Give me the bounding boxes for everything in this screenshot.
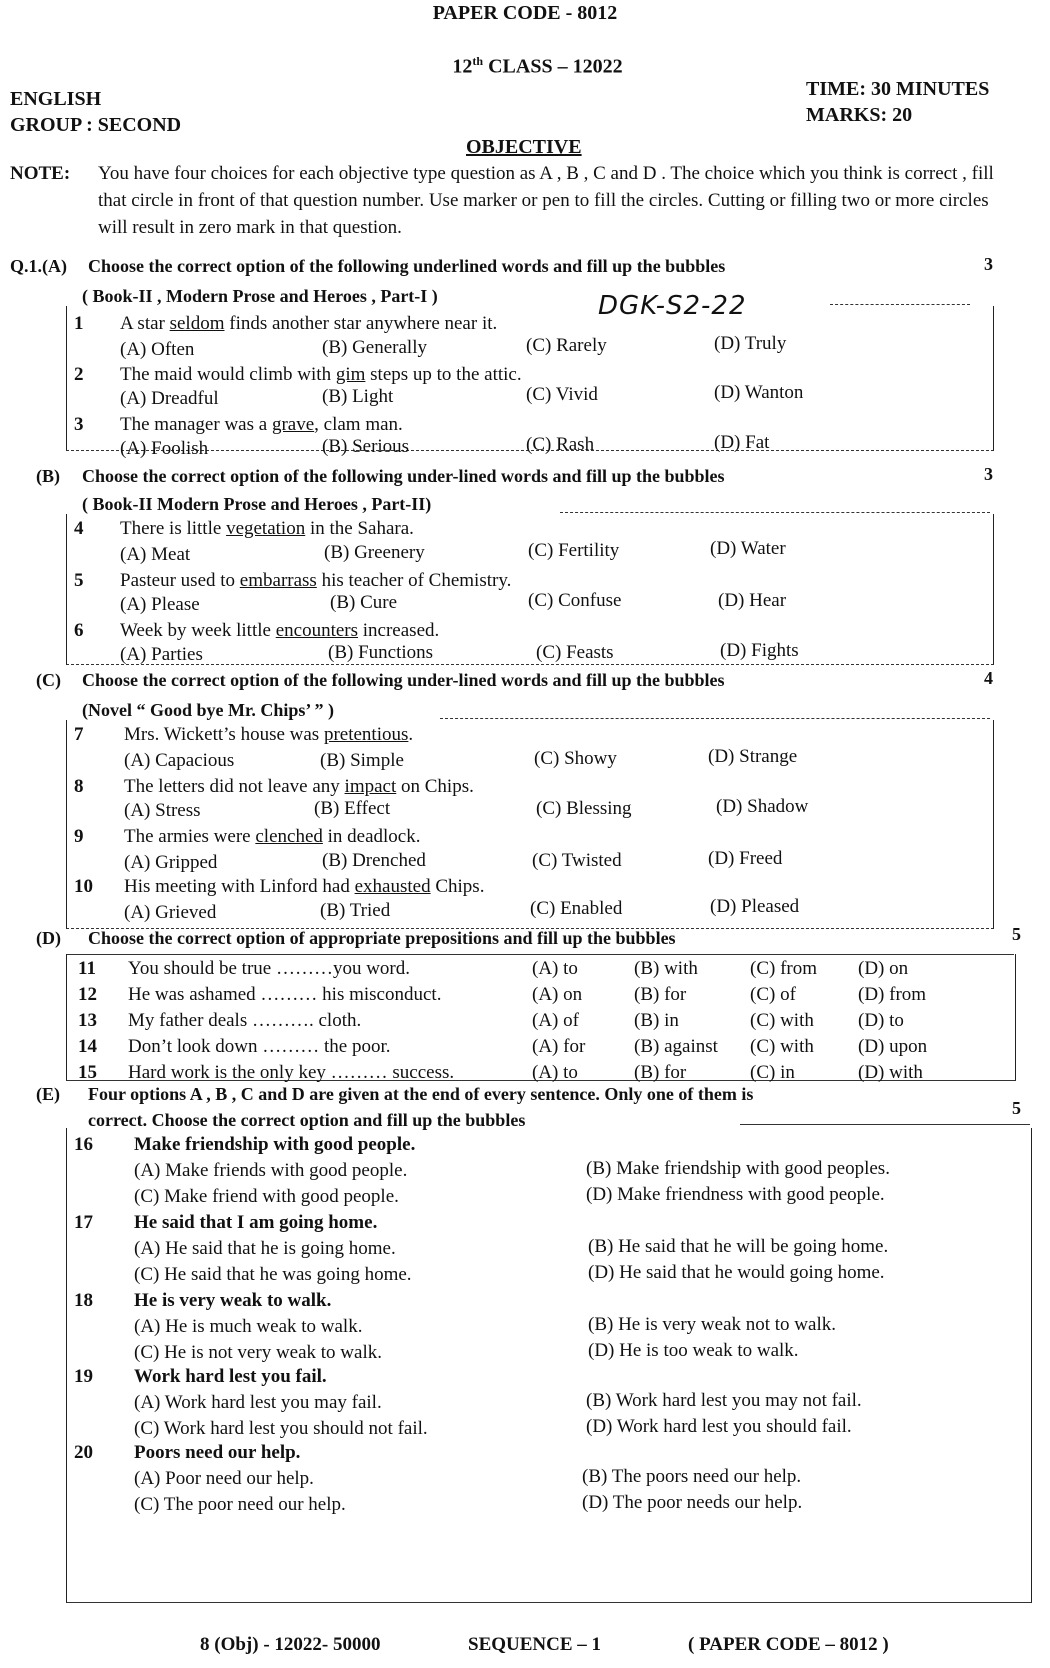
question-stem: Don’t look down ……… the poor. [128,1036,391,1057]
question-2 [74,364,974,414]
option-b[interactable]: (B) for [634,1062,687,1083]
question-stem: He was ashamed ……… his misconduct. [128,984,442,1005]
option-a[interactable]: (A) Please [120,594,200,615]
question-5 [74,570,974,620]
option-b[interactable]: (B) He is very weak not to walk. [588,1314,836,1335]
option-c[interactable]: (C) with [750,1010,814,1031]
section-d-letter: (D) [36,928,61,948]
option-a[interactable]: (A) He said that he is going home. [134,1238,396,1259]
option-a[interactable]: (A) Gripped [124,852,218,873]
option-d[interactable]: (D) Hear [718,590,787,611]
option-a[interactable]: (A) for [532,1036,586,1057]
stem-pre: A star [120,313,170,334]
stem-post: increased. [358,620,440,641]
subject-block [10,86,181,138]
footer-paper-code: ( PAPER CODE – 8012 ) [688,1634,889,1655]
class-line [0,54,1050,79]
stem-pre: The letters did not leave any [124,776,345,797]
stem-post: steps up to the attic. [365,364,522,385]
paper-code: PAPER CODE - 8012 [432,2,618,24]
option-c[interactable]: (C) Showy [534,748,617,769]
stem-post: finds another star anywhere near it. [224,313,498,334]
underlined-word: encounters [275,620,359,641]
option-d[interactable]: (D) The poor needs our help. [582,1492,803,1513]
question-number: 10 [74,876,93,897]
option-a[interactable]: (A) Dreadful [120,388,219,409]
note-text: You have four choices for each objective type question as A , B , C and D . The choice which you think is correct , fill that circle in front of that question number. Use marker or pen to fill the circles. Cutting or filling two or more circles will result in zero mark in that question. [98,163,994,238]
stem-post: on Chips. [396,776,474,797]
question-stem [124,776,474,798]
option-c[interactable]: (C) Confuse [528,590,622,611]
option-c[interactable]: (C) Vivid [526,384,598,405]
question-stem: Poors need our help. [134,1442,301,1463]
section-c-rule [440,718,990,719]
option-d[interactable]: (D) He said that he would going home. [588,1262,885,1283]
subject-title: ENGLISH [10,88,102,110]
underlined-word: grave [271,414,315,435]
option-a[interactable]: (A) Meat [120,544,191,565]
class-number: 12 [452,55,473,78]
option-a[interactable]: (A) Grieved [124,902,217,923]
question-4 [74,518,974,568]
option-a[interactable]: (A) Parties [120,644,203,665]
option-b[interactable]: (B) with [634,958,698,979]
question-17 [74,1212,1024,1288]
class-suffix: th [472,54,484,68]
option-a[interactable]: (A) to [532,958,578,979]
table-row [66,1010,970,1036]
question-20 [74,1442,1024,1518]
option-d[interactable]: (D) Truly [714,333,787,354]
section-b-text: Choose the correct option of the following under-lined words and fill up the bubbles [82,466,725,486]
objective-title: OBJECTIVE [466,136,582,158]
option-d[interactable]: (D) on [858,958,909,979]
option-a[interactable]: (A) Foolish [120,438,209,459]
question-number: 8 [74,776,84,797]
question-stem: He is very weak to walk. [134,1290,332,1311]
section-e-marks: 5 [1012,1098,1021,1118]
option-b[interactable]: (B) The poors need our help. [582,1466,802,1487]
stem-post: . [408,724,414,745]
option-d[interactable]: (D) Fat [714,432,770,453]
option-d[interactable]: (D) Freed [708,848,783,869]
option-c[interactable]: (C) Make friend with good people. [134,1186,399,1207]
option-b[interactable]: (B) for [634,984,687,1005]
table-row [66,1036,970,1062]
stem-pre: The armies were [124,826,256,847]
question-number: 11 [78,958,96,979]
question-number: 7 [74,724,84,745]
group-label: GROUP : SECOND [10,114,182,136]
option-b[interactable]: (B) Tried [320,900,391,921]
section-c-subheading: (Novel “ Good bye Mr. Chips’ ” ) [82,700,334,720]
option-d[interactable]: (D) Strange [708,746,798,767]
option-b[interactable]: (B) Simple [320,750,404,771]
option-a[interactable]: (A) Make friends with good people. [134,1160,408,1181]
section-a-rule [830,304,970,305]
option-d[interactable]: (D) with [858,1062,923,1083]
underlined-word: impact [344,776,397,797]
option-d[interactable]: (D) Work hard lest you should fail. [586,1416,852,1437]
stem-pre: Mrs. Wickett’s house was [124,724,324,745]
stem-pre: Week by week little [120,620,276,641]
option-a[interactable]: (A) on [532,984,583,1005]
option-d[interactable]: (D) He is too weak to walk. [588,1340,799,1361]
option-c[interactable]: (C) Blessing [536,798,632,819]
question-18 [74,1290,1024,1366]
question-stem: Hard work is the only key ……… success. [128,1062,455,1083]
option-a[interactable]: (A) Often [120,339,195,360]
section-a-text: Choose the correct option of the following underlined words and fill up the bubbles [88,256,726,276]
section-d-marks: 5 [1012,924,1021,944]
option-b[interactable]: (B) Work hard lest you may not fail. [586,1390,862,1411]
option-d[interactable]: (D) from [858,984,927,1005]
question-stem: He said that I am going home. [134,1212,378,1233]
question-number: 17 [74,1212,93,1233]
question-stem [124,724,413,746]
class-session: CLASS – 12022 [483,55,623,78]
section-b-marks: 3 [984,464,993,484]
stem-pre: The manager was a [120,414,272,435]
stem-post: Chips. [430,876,485,897]
question-number: 14 [78,1036,97,1057]
option-b[interactable]: (B) in [634,1010,679,1031]
section-e-line1: Four options A , B , C and D are given at the end of every sentence. Only one of them is [88,1084,754,1104]
stem-post: in deadlock. [322,826,421,847]
question-16 [74,1134,1024,1210]
option-b[interactable]: (B) against [634,1036,718,1057]
question-stem [120,414,403,436]
section-b-letter: (B) [36,466,60,486]
option-a[interactable]: (A) Poor need our help. [134,1468,314,1489]
section-b-rule [560,512,990,513]
question-stem [120,620,439,642]
question-number: 16 [74,1134,93,1155]
stem-pre: The maid would climb with [120,364,336,385]
option-b[interactable]: (B) Functions [328,642,434,663]
section-e-letter: (E) [36,1084,60,1104]
question-8 [74,776,974,826]
option-d[interactable]: (D) Shadow [716,796,809,817]
question-3 [74,414,974,464]
time-label: TIME: 30 MINUTES [806,78,990,100]
stem-pre: His meeting with Linford had [124,876,355,897]
question-number: 12 [78,984,97,1005]
option-c[interactable]: (C) Rarely [526,335,607,356]
question-number: 6 [74,620,84,641]
time-marks-block [806,76,989,128]
note-block [10,160,1000,241]
question-number: 5 [74,570,84,591]
question-number: 20 [74,1442,93,1463]
question-6 [74,620,974,670]
question-number: 15 [78,1062,97,1083]
question-number: 13 [78,1010,97,1031]
underlined-word: exhausted [354,876,431,897]
underlined-word: embarrass [239,570,317,591]
option-d[interactable]: (D) Make friendness with good people. [586,1184,885,1205]
option-a[interactable]: (A) Stress [124,800,201,821]
question-stem [124,826,420,848]
option-c[interactable]: (C) Rash [526,434,595,455]
option-d[interactable]: (D) Fights [720,640,799,661]
question-stem [120,313,497,335]
section-d-text: Choose the correct option of appropriate prepositions and fill up the bubbles [88,928,676,948]
option-a[interactable]: (A) Capacious [124,750,235,771]
section-c-marks: 4 [984,668,993,688]
handwritten-note: DGK-S2-22 [598,291,747,321]
section-e-line2: correct. Choose the correct option and fill up the bubbles [88,1110,526,1130]
stem-post: in the Sahara. [305,518,414,539]
option-d[interactable]: (D) to [858,1010,904,1031]
stem-post: his teacher of Chemistry. [316,570,512,591]
footer-left: 8 (Obj) - 12022- 50000 [200,1634,381,1655]
option-b[interactable]: (B) Cure [330,592,398,613]
option-d[interactable]: (D) upon [858,1036,928,1057]
section-a-subheading: ( Book-II , Modern Prose and Heroes , Part-I ) [82,286,438,306]
option-c[interactable]: (C) He is not very weak to walk. [134,1342,382,1363]
option-c[interactable]: (C) Twisted [532,850,622,871]
underlined-word: vegetation [226,518,306,539]
option-b[interactable]: (B) Make friendship with good peoples. [586,1158,890,1179]
option-c[interactable]: (C) The poor need our help. [134,1494,346,1515]
option-b[interactable]: (B) Greenery [324,542,425,563]
question-stem [120,518,414,540]
question-9 [74,826,974,876]
option-a[interactable]: (A) of [532,1010,579,1031]
table-row [66,984,970,1010]
stem-post: , clam man. [314,414,403,435]
option-d[interactable]: (D) Water [710,538,786,559]
question-number: 4 [74,518,84,539]
section-a-marks: 3 [984,254,993,274]
question-stem [120,570,511,592]
section-c-text: Choose the correct option of the following under-lined words and fill up the bubbles [82,670,725,690]
option-b[interactable]: (B) Drenched [322,850,426,871]
underlined-word: seldom [169,313,225,334]
option-c[interactable]: (C) Fertility [528,540,620,561]
marks-label: MARKS: 20 [806,104,913,126]
question-number: 9 [74,826,84,847]
question-number: 18 [74,1290,93,1311]
stem-pre: Pasteur used to [120,570,240,591]
option-b[interactable]: (B) Light [322,386,394,407]
option-a[interactable]: (A) Work hard lest you may fail. [134,1392,382,1413]
question-number: 1 [74,313,84,334]
option-d[interactable]: (D) Wanton [714,382,804,403]
section-b-subheading: ( Book-II Modern Prose and Heroes , Part-II) [82,494,432,514]
option-d[interactable]: (D) Pleased [710,896,800,917]
option-c[interactable]: (C) Enabled [530,898,623,919]
question-stem [120,364,522,386]
question-number: 3 [74,414,84,435]
option-b[interactable]: (B) Serious [322,436,410,457]
section-a-letter: Q.1.(A) [10,256,67,276]
question-1 [74,313,974,363]
underlined-word: pretentious [323,724,409,745]
option-c[interactable]: (C) He said that he was going home. [134,1264,412,1285]
stem-pre: There is little [120,518,227,539]
option-c[interactable]: (C) Work hard lest you should not fail. [134,1418,428,1439]
question-stem [124,876,484,898]
option-c[interactable]: (C) with [750,1036,814,1057]
underlined-word: clenched [255,826,323,847]
table-row [66,958,970,984]
underlined-word: gim [335,364,366,385]
note-label: NOTE: [10,163,71,184]
footer-sequence: SEQUENCE – 1 [468,1634,602,1655]
option-a[interactable]: (A) to [532,1062,578,1083]
question-stem: My father deals ………. cloth. [128,1010,362,1031]
section-e-rule [740,1124,1030,1125]
question-stem: Work hard lest you fail. [134,1366,327,1387]
question-number: 19 [74,1366,93,1387]
option-c[interactable]: (C) from [750,958,818,979]
option-a[interactable]: (A) He is much weak to walk. [134,1316,363,1337]
option-c[interactable]: (C) Feasts [536,642,614,663]
option-b[interactable]: (B) Effect [314,798,391,819]
question-number: 2 [74,364,84,385]
option-b[interactable]: (B) Generally [322,337,427,358]
option-b[interactable]: (B) He said that he will be going home. [588,1236,889,1257]
option-c[interactable]: (C) in [750,1062,795,1083]
section-c-letter: (C) [36,670,61,690]
question-stem: You should be true ………you word. [128,958,411,979]
question-stem: Make friendship with good people. [134,1134,416,1155]
question-19 [74,1366,1024,1442]
question-10 [74,876,974,926]
option-c[interactable]: (C) of [750,984,796,1005]
question-7 [74,724,974,774]
